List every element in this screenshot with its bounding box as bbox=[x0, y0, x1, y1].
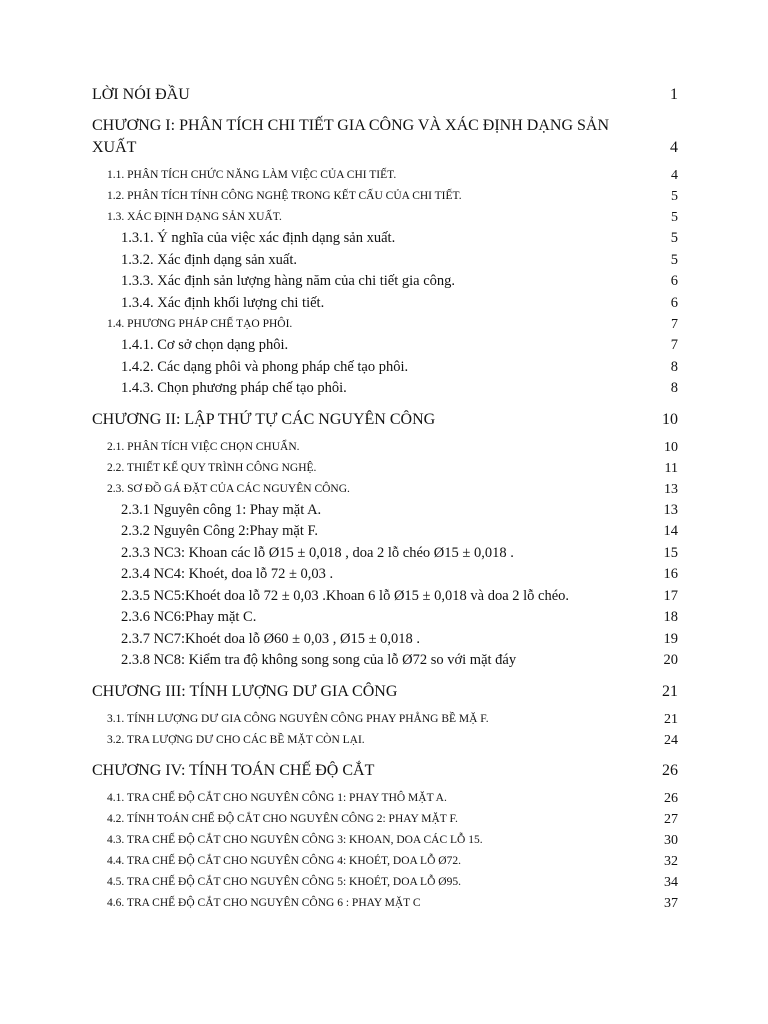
toc-page-number: 11 bbox=[664, 460, 678, 476]
toc-entry-title: 2.3.3 NC3: Khoan các lỗ Ø15 ± 0,018 , doa 2 lỗ chéo Ø15 ± 0,018 . bbox=[121, 544, 514, 561]
toc-page-number: 5 bbox=[670, 251, 678, 268]
toc-entry-title: 3.2. TRA LƯỢNG DƯ CHO CÁC BỀ MẶT CÒN LẠI. bbox=[107, 733, 365, 746]
toc-page-number: 20 bbox=[663, 652, 678, 668]
toc-section-entry[interactable] bbox=[92, 437, 678, 458]
toc-chapter-entry[interactable] bbox=[92, 681, 678, 703]
toc-section-entry[interactable] bbox=[92, 872, 678, 893]
toc-entry-title: 1.3.3. Xác định sản lượng hàng năm của chi tiết gia công. bbox=[121, 273, 456, 289]
toc-page-number: 34 bbox=[664, 874, 678, 890]
toc-page-number: 6 bbox=[670, 294, 678, 311]
toc-entry-title: 4.6. TRA CHẾ ĐỘ CẮT CHO NGUYÊN CÔNG 6 : PHAY MẶT C bbox=[107, 896, 421, 909]
toc-section-entry[interactable] bbox=[92, 730, 678, 751]
toc-page-number: 13 bbox=[663, 501, 678, 518]
toc-section-entry[interactable] bbox=[92, 893, 678, 914]
toc-entry-title: 1.4.3. Chọn phương pháp chế tạo phôi. bbox=[121, 380, 347, 396]
toc-section-entry[interactable] bbox=[92, 479, 678, 500]
toc-page-number: 7 bbox=[671, 317, 678, 332]
toc-entry-title: 2.3.5 NC5:Khoét doa lỗ 72 ± 0,03 .Khoan 6 lỗ Ø15 ± 0,018 và doa 2 lỗ chéo. bbox=[121, 587, 570, 604]
toc-subsection-entry[interactable] bbox=[92, 250, 678, 272]
toc-page-number: 8 bbox=[670, 358, 678, 375]
toc-entry-title: 1.1. PHÂN TÍCH CHỨC NĂNG LÀM VIỆC CỦA CHI TIẾT. bbox=[107, 169, 397, 181]
toc-page-number: 4 bbox=[671, 168, 678, 183]
toc-section-entry[interactable] bbox=[92, 165, 678, 186]
toc-section-entry[interactable] bbox=[92, 788, 678, 809]
toc-section-entry[interactable] bbox=[92, 458, 678, 479]
toc-entry-title: 1.4.2. Các dạng phôi và phong pháp chế tạo phôi. bbox=[121, 358, 409, 375]
toc-subsection-entry[interactable] bbox=[92, 271, 678, 293]
toc-page-number: 37 bbox=[664, 895, 678, 911]
toc-entry-title: 2.2. THIẾT KẾ QUY TRÌNH CÔNG NGHỆ. bbox=[107, 461, 317, 474]
toc-page-number: 5 bbox=[670, 230, 678, 246]
toc-subsection-entry[interactable] bbox=[92, 357, 678, 379]
toc-chapter-entry[interactable] bbox=[92, 84, 678, 106]
toc-subsection-entry[interactable] bbox=[92, 543, 678, 565]
toc-page-number: 10 bbox=[662, 410, 678, 428]
toc-page-number: 4 bbox=[670, 139, 678, 156]
toc-subsection-entry[interactable] bbox=[92, 521, 678, 543]
table-of-contents bbox=[92, 84, 678, 914]
toc-section-entry[interactable] bbox=[92, 851, 678, 872]
toc-entry-title: 4.5. TRA CHẾ ĐỘ CẮT CHO NGUYÊN CÔNG 5: KHOÉT, DOA LỖ Ø95. bbox=[107, 875, 461, 888]
toc-page-number: 26 bbox=[664, 790, 678, 806]
toc-section-entry[interactable] bbox=[92, 207, 678, 228]
toc-page-number: 26 bbox=[662, 761, 678, 779]
toc-entry-title: LỜI NÓI ĐẦU bbox=[92, 86, 190, 103]
toc-entry-title: 2.3.7 NC7:Khoét doa lỗ Ø60 ± 0,03 , Ø15 ± 0,018 . bbox=[121, 630, 421, 647]
toc-page-number: 8 bbox=[670, 380, 678, 396]
toc-subsection-entry[interactable] bbox=[92, 564, 678, 586]
toc-entry-title: 4.1. TRA CHẾ ĐỘ CẮT CHO NGUYÊN CÔNG 1: PHAY THÔ MẶT A. bbox=[107, 791, 447, 804]
toc-entry-title: CHƯƠNG I: PHÂN TÍCH CHI TIẾT GIA CÔNG VÀ XÁC ĐỊNH DẠNG SẢN XUẤT bbox=[92, 117, 610, 156]
toc-page-number: 16 bbox=[663, 566, 678, 582]
toc-chapter-entry[interactable] bbox=[92, 409, 678, 431]
toc-page-number: 32 bbox=[664, 853, 678, 869]
toc-page-number: 6 bbox=[670, 273, 678, 289]
toc-page-number: 21 bbox=[664, 711, 678, 727]
toc-section-entry[interactable] bbox=[92, 830, 678, 851]
toc-entry-title: 3.1. TÍNH LƯỢNG DƯ GIA CÔNG NGUYÊN CÔNG PHAY PHẲNG BỀ MẶ F. bbox=[107, 712, 489, 725]
toc-page-number: 21 bbox=[662, 682, 678, 700]
toc-page-number: 30 bbox=[664, 832, 678, 848]
toc-subsection-entry[interactable] bbox=[92, 293, 678, 315]
toc-chapter-entry[interactable] bbox=[92, 115, 678, 159]
toc-page-number: 7 bbox=[670, 337, 678, 353]
toc-page-number: 18 bbox=[663, 609, 678, 625]
toc-entry-title: 1.3. XÁC ĐỊNH DẠNG SẢN XUẤT. bbox=[107, 211, 282, 223]
toc-entry-title: 2.1. PHÂN TÍCH VIỆC CHỌN CHUẨN. bbox=[107, 440, 300, 453]
toc-subsection-entry[interactable] bbox=[92, 335, 678, 357]
toc-entry-title: 4.3. TRA CHẾ ĐỘ CẮT CHO NGUYÊN CÔNG 3: KHOAN, DOA CÁC LỖ 15. bbox=[107, 833, 483, 846]
toc-page-number: 24 bbox=[664, 732, 678, 748]
toc-page-number: 27 bbox=[664, 811, 678, 827]
toc-page-number: 5 bbox=[671, 210, 678, 225]
toc-chapter-entry[interactable] bbox=[92, 760, 678, 782]
toc-entry-title: CHƯƠNG III: TÍNH LƯỢNG DƯ GIA CÔNG bbox=[92, 682, 398, 700]
toc-entry-title: 2.3.1 Nguyên công 1: Phay mặt A. bbox=[121, 501, 322, 518]
toc-entry-title: 2.3.2 Nguyên Công 2:Phay mặt F. bbox=[121, 523, 319, 539]
toc-section-entry[interactable] bbox=[92, 709, 678, 730]
toc-section-entry[interactable] bbox=[92, 314, 678, 335]
toc-page-number: 13 bbox=[664, 481, 678, 497]
toc-page-number: 1 bbox=[670, 86, 678, 103]
toc-subsection-entry[interactable] bbox=[92, 650, 678, 672]
toc-subsection-entry[interactable] bbox=[92, 586, 678, 608]
toc-entry-title: 1.3.1. Ý nghĩa của việc xác định dạng sản xuất. bbox=[121, 230, 396, 246]
toc-subsection-entry[interactable] bbox=[92, 607, 678, 629]
toc-subsection-entry[interactable] bbox=[92, 629, 678, 651]
toc-subsection-entry[interactable] bbox=[92, 378, 678, 400]
toc-page-number: 14 bbox=[663, 523, 678, 539]
toc-subsection-entry[interactable] bbox=[92, 500, 678, 522]
toc-entry-title: 1.2. PHÂN TÍCH TÍNH CÔNG NGHỆ TRONG KẾT CẤU CỦA CHI TIẾT. bbox=[107, 190, 462, 202]
toc-subsection-entry[interactable] bbox=[92, 228, 678, 250]
toc-page-number: 10 bbox=[664, 439, 678, 455]
toc-entry-title: CHƯƠNG IV: TÍNH TOÁN CHẾ ĐỘ CẮT bbox=[92, 761, 375, 779]
toc-entry-title: 2.3. SƠ ĐỒ GÁ ĐẶT CỦA CÁC NGUYÊN CÔNG. bbox=[107, 482, 350, 495]
toc-entry-title: 1.3.4. Xác định khối lượng chi tiết. bbox=[121, 294, 325, 311]
toc-entry-title: CHƯƠNG II: LẬP THỨ TỰ CÁC NGUYÊN CÔNG bbox=[92, 410, 436, 428]
toc-section-entry[interactable] bbox=[92, 809, 678, 830]
toc-page-number: 5 bbox=[671, 189, 678, 204]
toc-entry-title: 2.3.8 NC8: Kiểm tra độ không song song của lỗ Ø72 so với mặt đáy bbox=[121, 652, 517, 668]
toc-entry-title: 1.4.1. Cơ sở chọn dạng phôi. bbox=[121, 337, 289, 353]
toc-section-entry[interactable] bbox=[92, 186, 678, 207]
toc-page-number: 19 bbox=[663, 630, 678, 647]
toc-entry-title: 4.4. TRA CHẾ ĐỘ CẮT CHO NGUYÊN CÔNG 4: KHOÉT, DOA LỖ Ø72. bbox=[107, 854, 461, 867]
toc-page-number: 15 bbox=[663, 544, 678, 561]
toc-entry-title: 1.3.2. Xác định dạng sản xuất. bbox=[121, 251, 297, 268]
toc-entry-title: 2.3.4 NC4: Khoét, doa lỗ 72 ± 0,03 . bbox=[121, 566, 334, 582]
toc-entry-title: 2.3.6 NC6:Phay mặt C. bbox=[121, 609, 257, 625]
toc-entry-title: 4.2. TÍNH TOÁN CHẾ ĐỘ CẮT CHO NGUYÊN CÔNG 2: PHAY MẶT F. bbox=[107, 812, 458, 825]
toc-page-number: 17 bbox=[663, 587, 678, 604]
toc-entry-title: 1.4. PHƯƠNG PHÁP CHẾ TẠO PHÔI. bbox=[107, 318, 293, 330]
